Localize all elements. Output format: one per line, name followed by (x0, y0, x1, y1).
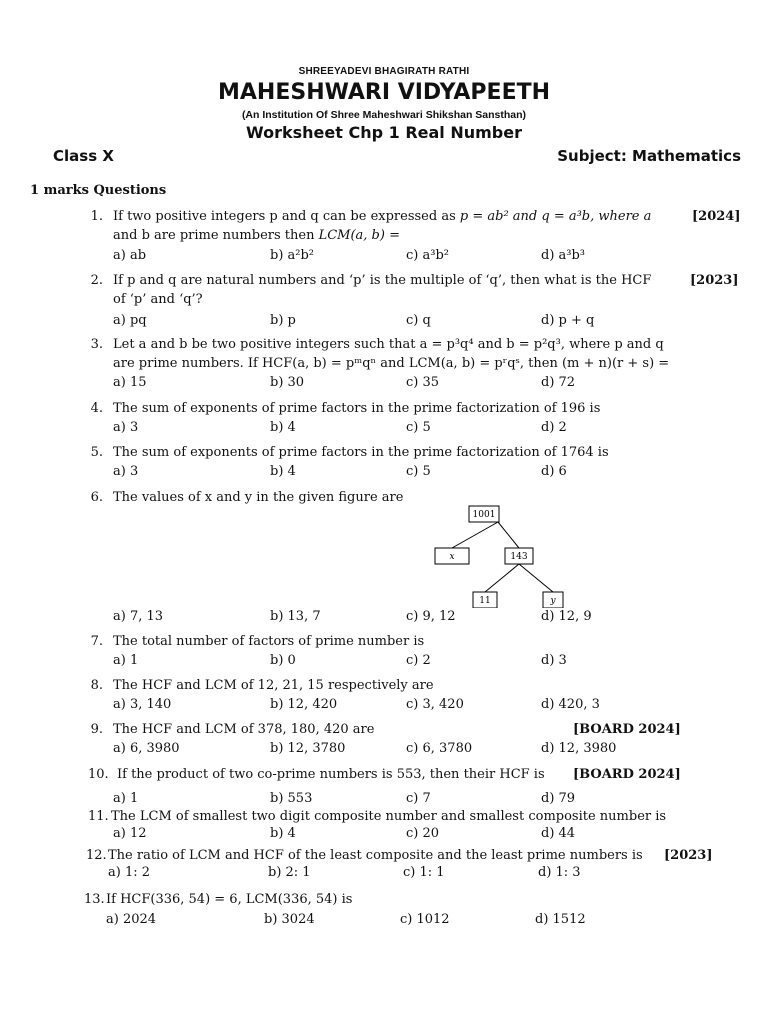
option-d: d) 12, 9 (541, 609, 592, 624)
year-tag: [2023] (664, 848, 713, 863)
option-a: a) ab (113, 248, 147, 263)
subject-label: Subject: Mathematics (557, 147, 741, 165)
tree-node-11-label: 11 (479, 596, 491, 606)
tree-edge (519, 564, 553, 592)
option-d: d) 3 (541, 653, 567, 668)
question-number: 4. (90, 401, 103, 416)
option-c: c) 3, 420 (406, 697, 464, 712)
option-a: a) 3 (113, 464, 139, 479)
institution-top: SHREEYADEVI BHAGIRATH RATHI (298, 66, 470, 77)
board-tag: [BOARD 2024] (573, 722, 681, 737)
question-number: 2. (90, 273, 103, 288)
option-a: a) 2024 (106, 912, 157, 927)
option-a: a) 1 (113, 653, 139, 668)
institution-sub: (An Institution Of Shree Maheshwari Shikshan Sansthan) (241, 109, 527, 121)
option-b: b) 4 (270, 826, 296, 841)
tree-edge (485, 564, 519, 592)
worksheet-title: Worksheet Chp 1 Real Number (246, 123, 522, 142)
option-c: c) 9, 12 (406, 609, 456, 624)
tree-node-143-label: 143 (510, 552, 528, 562)
question-text: The sum of exponents of prime factors in the prime factorization of 196 is (113, 401, 601, 416)
option-c: c) 1: 1 (403, 865, 445, 880)
question-number: 12. (86, 848, 107, 863)
option-b: b) 2: 1 (268, 865, 311, 880)
option-a: a) 6, 3980 (113, 741, 180, 756)
question-text: If HCF(336, 54) = 6, LCM(336, 54) is (106, 892, 353, 907)
option-a: a) 12 (113, 826, 147, 841)
option-c: c) 6, 3780 (406, 741, 473, 756)
class-label: Class X (53, 147, 114, 165)
option-d: d) 2 (541, 420, 567, 435)
option-b: b) 0 (270, 653, 296, 668)
question-text: The values of x and y in the given figure are (113, 490, 404, 505)
tree-edge (498, 522, 519, 548)
school-name: MAHESHWARI VIDYAPEETH (217, 80, 551, 105)
question-text: Let a and b be two positive integers such that a = p³q⁴ and b = p²q³, where p and q (113, 337, 664, 352)
option-a: a) 1: 2 (108, 865, 151, 880)
question-number: 5. (90, 445, 103, 460)
option-c: c) q (406, 313, 431, 328)
option-d: d) p + q (541, 313, 595, 328)
board-tag: [BOARD 2024] (573, 767, 681, 782)
question-number: 3. (90, 337, 103, 352)
section-title: 1 marks Questions (30, 183, 167, 198)
option-d: d) a³b³ (541, 248, 586, 263)
option-b: b) 30 (270, 375, 305, 390)
option-a: a) 15 (113, 375, 147, 390)
option-d: d) 1: 3 (538, 865, 581, 880)
question-text: The HCF and LCM of 12, 21, 15 respectively are (113, 678, 434, 693)
option-d: d) 44 (541, 826, 576, 841)
option-c: c) 2 (406, 653, 431, 668)
factor-tree-diagram (430, 504, 580, 608)
question-number: 10. (88, 767, 109, 782)
option-a: a) 3, 140 (113, 697, 172, 712)
option-c: c) 5 (406, 420, 431, 435)
question-number: 7. (90, 634, 103, 649)
option-c: c) 7 (406, 791, 431, 806)
question-number: 6. (90, 490, 103, 505)
option-a: a) 7, 13 (113, 609, 164, 624)
option-d: d) 6 (541, 464, 567, 479)
option-d: d) 1512 (535, 912, 586, 927)
option-b: b) 12, 420 (270, 697, 338, 712)
question-text: If two positive integers p and q can be expressed as p = ab² and q = a³b, where a (113, 209, 652, 224)
option-a: a) 1 (113, 791, 139, 806)
option-d: d) 12, 3980 (541, 741, 617, 756)
question-text: If p and q are natural numbers and ‘p’ is the multiple of ‘q’, then what is the HCF (113, 273, 652, 288)
question-text: The HCF and LCM of 378, 180, 420 are (113, 722, 375, 737)
option-c: c) 1012 (400, 912, 450, 927)
option-b: b) a²b² (270, 248, 315, 263)
tree-node-root-label: 1001 (472, 510, 496, 520)
option-c: c) 35 (406, 375, 440, 390)
option-b: b) 13, 7 (270, 609, 321, 624)
tree-node-y-label: y (550, 596, 556, 606)
option-c: c) 5 (406, 464, 431, 479)
question-number: 9. (90, 722, 103, 737)
question-text: The sum of exponents of prime factors in the prime factorization of 1764 is (113, 445, 609, 460)
question-number: 13. (84, 892, 105, 907)
year-tag: [2024] (692, 209, 741, 224)
option-b: b) p (270, 313, 296, 328)
question-text: The LCM of smallest two digit composite number and smallest composite number is (111, 809, 667, 824)
question-text: and b are prime numbers then LCM(a, b) = (113, 228, 400, 243)
question-text: of ‘p’ and ‘q’? (113, 292, 203, 307)
question-number: 8. (90, 678, 103, 693)
question-number: 11. (88, 809, 109, 824)
option-b: b) 4 (270, 464, 296, 479)
option-b: b) 553 (270, 791, 313, 806)
question-text: The ratio of LCM and HCF of the least composite and the least prime numbers is (108, 848, 643, 863)
question-text: are prime numbers. If HCF(a, b) = pᵐqⁿ and LCM(a, b) = pʳqˢ, then (m + n)(r + s) = (113, 356, 670, 371)
tree-edge (452, 522, 498, 548)
tree-node-x-label: x (449, 552, 455, 562)
option-d: d) 72 (541, 375, 576, 390)
option-d: d) 79 (541, 791, 576, 806)
question-number: 1. (90, 209, 103, 224)
option-b: b) 4 (270, 420, 296, 435)
question-text: If the product of two co-prime numbers is 553, then their HCF is (117, 767, 545, 782)
option-b: b) 3024 (264, 912, 315, 927)
option-b: b) 12, 3780 (270, 741, 346, 756)
option-a: a) 3 (113, 420, 139, 435)
option-d: d) 420, 3 (541, 697, 600, 712)
option-a: a) pq (113, 313, 147, 328)
question-text: The total number of factors of prime number is (113, 634, 425, 649)
year-tag: [2023] (690, 273, 739, 288)
option-c: c) a³b² (406, 248, 449, 263)
option-c: c) 20 (406, 826, 440, 841)
